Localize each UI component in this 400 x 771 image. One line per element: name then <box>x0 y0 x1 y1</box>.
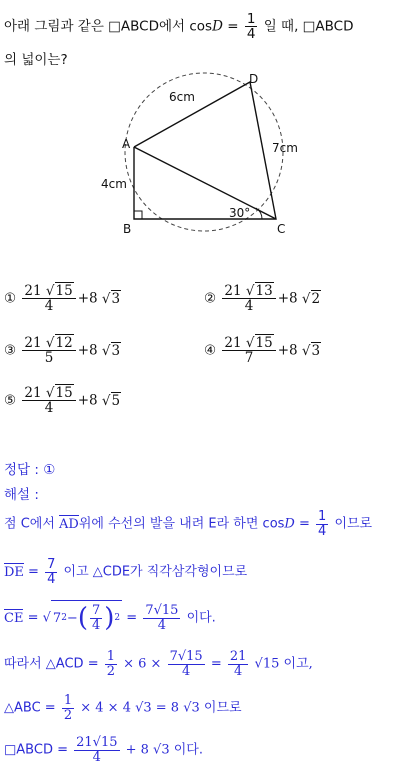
diagonal-ac <box>134 147 276 219</box>
question-tail: 일 때, □ABCD <box>259 18 354 35</box>
quad-outline <box>134 82 276 219</box>
equals: = <box>222 18 243 35</box>
circumscribed-circle <box>125 73 283 231</box>
solution-line-4: 따라서 △ACD = $\frac{1}{2}$ × 6 × $\frac{7√15}{4}$ = $\frac{21}{4}$ √15 이고, <box>4 649 313 679</box>
label-b: B <box>123 222 132 236</box>
question-line2: 의 넓이는? <box>4 52 68 68</box>
label-ad: 6cm <box>169 90 195 104</box>
solution-line-3: CE = √ 7 2 − ( $\frac{7}{4}$ ) 2 = $\frac{7√15}{4}$ 이다. <box>4 600 216 633</box>
question-text: 아래 그림과 같은 □ABCD에서 cos <box>4 18 213 35</box>
solution-line-6: □ABCD = $\frac{21√15}{4}$ + 8 √3 이다. <box>4 735 203 765</box>
solution-line-5: △ABC = $\frac{1}{2}$ × 4 × 4 √3 = 8 √3 이므로 <box>4 693 242 723</box>
choice-3[interactable]: ③ $\frac{21 √12}{5}$ +8 √3 <box>4 335 121 367</box>
right-angle-mark <box>134 211 142 219</box>
choice-2[interactable]: ② $\frac{21 √13}{4}$ +8 √2 <box>204 283 321 315</box>
explanation-label: 해설 : <box>4 487 39 503</box>
choice-1[interactable]: ① $\frac{21 √15}{4}$ +8 √3 <box>4 283 121 315</box>
choice-4[interactable]: ④ $\frac{21 √15}{7}$ +8 √3 <box>204 335 321 367</box>
label-dc: 7cm <box>272 141 298 155</box>
label-c: C <box>277 222 286 236</box>
cos-fraction: $\frac{1}{4}$ <box>246 11 256 43</box>
label-angle: 30° <box>229 206 251 220</box>
cos-var: D <box>212 18 223 35</box>
label-ab: 4cm <box>101 177 127 191</box>
solution-line-1: 점 C에서 AD위에 수선의 발을 내려 E라 하면 cosD = $\frac{1}{4}$ 이므로 <box>4 509 373 539</box>
label-a: A <box>122 137 131 151</box>
choice-5[interactable]: ⑤ $\frac{21 √15}{4}$ +8 √5 <box>4 385 121 417</box>
answer-label: 정답 : ① <box>4 462 56 478</box>
solution-line-2: DE = $\frac{7}{4}$ 이고 △CDE가 직각삼각형이므로 <box>4 557 248 587</box>
label-d: D <box>249 72 259 86</box>
